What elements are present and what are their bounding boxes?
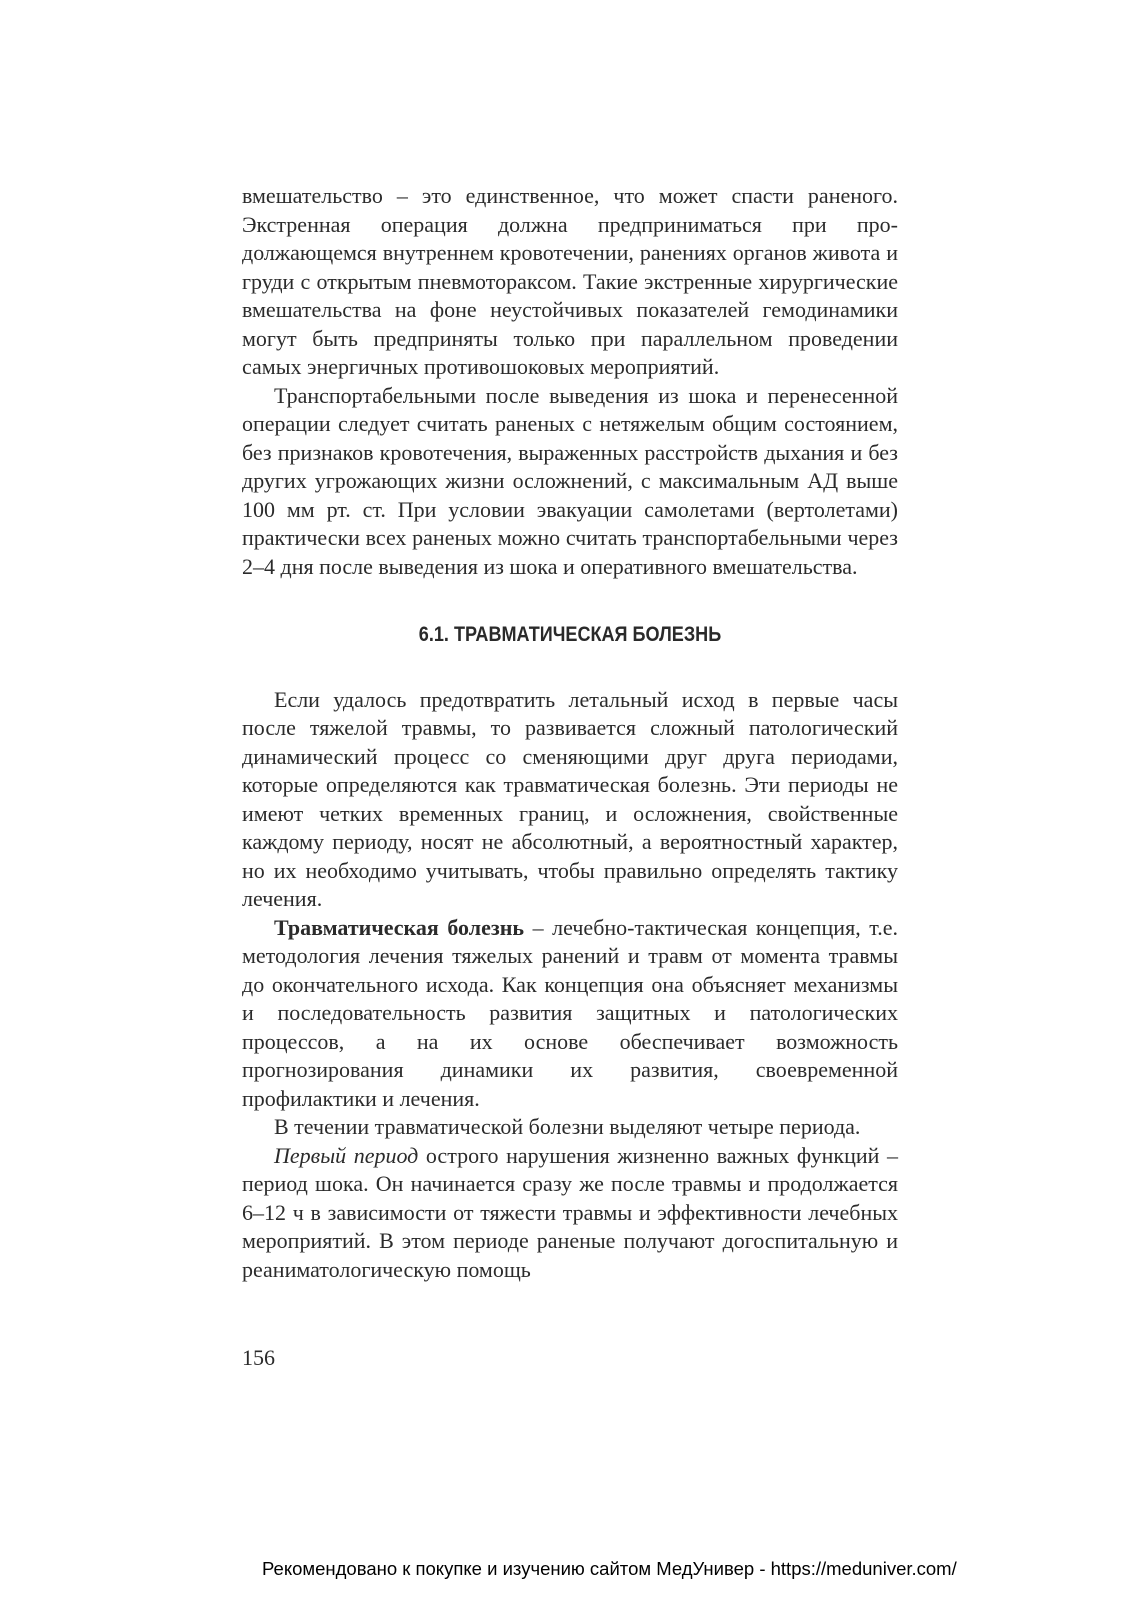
page-number: 156 [242,1345,275,1370]
text-column [242,182,898,1284]
paragraph-transportable: Транспортабельными после выведения из шока и перенесенной операции следует считать раненых с нетяжелым общим состоянием, без признаков кровотечения, выраженных расстройств дыхания и без других угрожающих жизни осложнений, с максимальным АД выше 100 мм рт. ст. При условии эвакуации самолетами (вертолетами) практически всех раненых можно считать транспортабельными через 2–4 дня после выведения из шока и оперативного вмешательства. [242,382,898,579]
first-period-text: острого нарушения жизненно важных функций – период шока. Он начинается сразу же после травмы и продолжается 6–12 ч в зависимости от тяжести травмы и эффективности лечебных мероприятий. В этом периоде раненые получают догоспитальную и реаниматологическую помощь [242,1142,898,1282]
section-heading: 6.1. ТРАВМАТИЧЕСКАЯ БОЛЕЗНЬ [418,623,722,646]
paragraph-periods: В течении травматической болезни выделяют четыре периода. [274,1114,861,1139]
definition-term: Травматическая болезнь [274,914,525,940]
first-period-term: Первый период [274,1142,419,1168]
paragraph-definition [242,914,898,1114]
footer-recommendation: Рекомендовано к покупке и изучению сайтом МедУнивер - https://meduniver.com/ [262,1558,957,1579]
paragraph-continuation: вмешательство – это единственное, что может спасти раненого. Экстренная операция должна предприниматься при продолжающемся внутреннем кровотечении, ранениях органов живота и груди с открытым пневмотораксом. Такие экстренные хирургические вмешательства на фоне неустойчивых показателей гемодинамики могут быть предприняты только при параллельном проведении самых энергичных противошоковых мероприятий. [242,183,898,379]
paragraph-intro: Если удалось предотвратить летальный исход в первые часы после тяжелой травмы, то развивается сложный патологический динамический процесс со сменяющими друг друга периодами, которые определяются как травматическая болезнь. Эти периоды не имеют четких временных границ, и осложнения, свойственные каждому периоду, носят не абсолютный, а вероятностный характер, но их необходимо учитывать, чтобы правильно определять тактику лечения. [242,686,898,911]
paragraph-first-period [242,1142,898,1285]
definition-text: – лечебно-тактическая концепция, т.е. методология лечения тяжелых ранений и травм от момента травмы до окончательного исхода. Как концепция она объясняет механизмы и последовательность развития защитных и патологических процессов, а на их основе обеспечивает возможность прогнозирования динамики их развития, своевременной профилактики и лечения. [242,914,898,1111]
